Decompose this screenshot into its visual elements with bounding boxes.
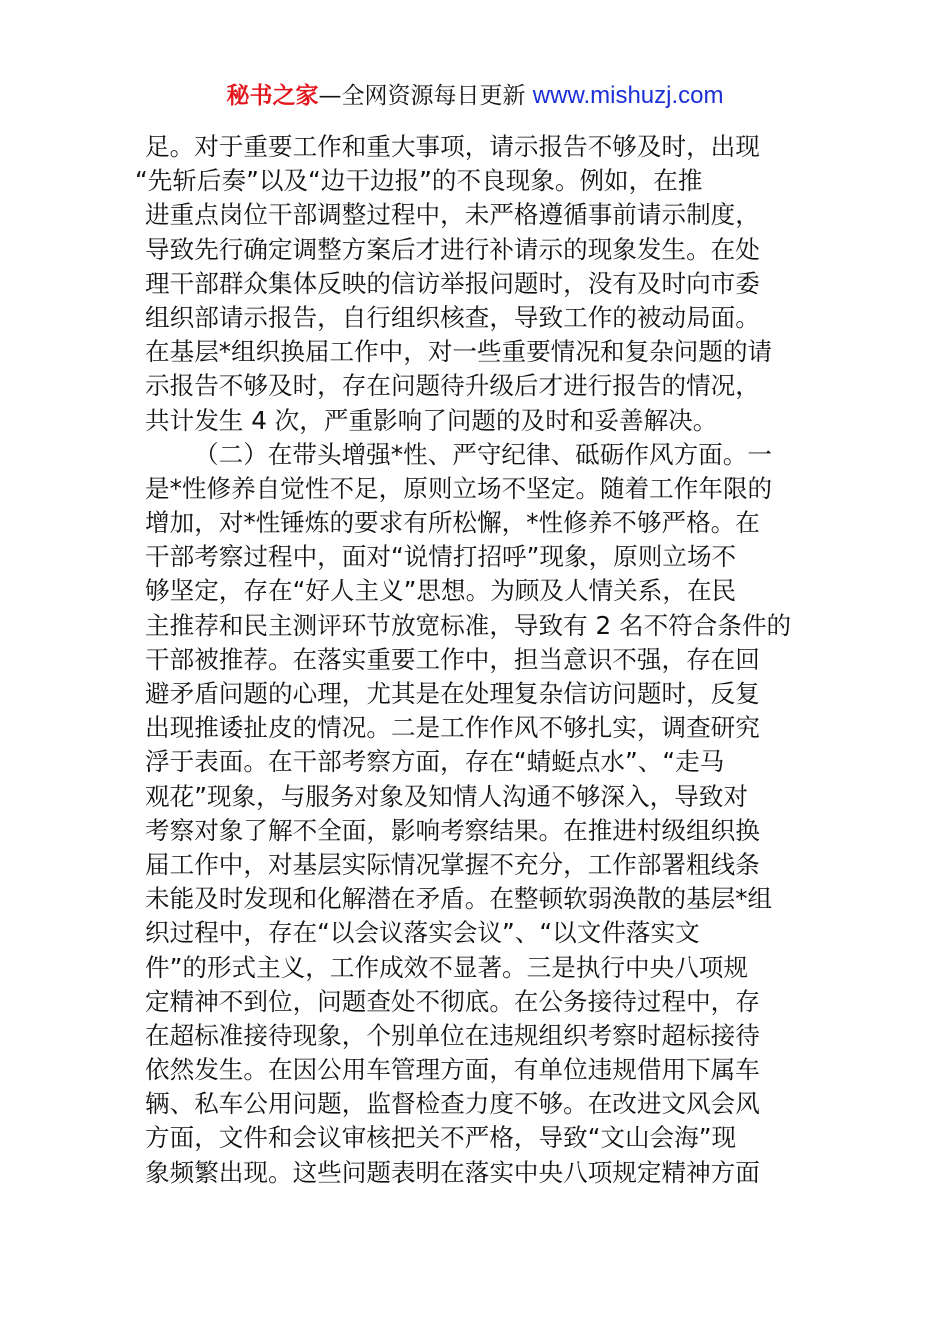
text-line: 依然发生。在因公用车管理方面，有单位违规借用下属车: [145, 1055, 760, 1085]
brand-name: 秘书之家: [226, 83, 319, 109]
text-line: 浮于表面。在干部考察方面，存在“蜻蜓点水”、“走马: [145, 747, 725, 777]
text-line: 届工作中，对基层实际情况掌握不充分，工作部署粗线条: [145, 849, 760, 879]
text-line: 方面，文件和会议审核把关不严格，导致“文山会海”现: [145, 1123, 737, 1153]
text-line: 干部被推荐。在落实重要工作中，担当意识不强，存在回: [145, 644, 760, 674]
site-header: [0, 80, 950, 112]
text-line: “先斩后奏”以及“边干边报”的不良现象。例如，在推: [135, 166, 703, 196]
text-line: 干部考察过程中，面对“说情打招呼”现象，原则立场不: [145, 542, 737, 572]
text-line: 组织部请示报告，自行组织核查，导致工作的被动局面。: [145, 302, 760, 332]
text-line: 考察对象了解不全面，影响考察结果。在推进村级组织换: [145, 815, 760, 845]
text-line: 够坚定，存在“好人主义”思想。为顾及人情关系，在民: [145, 576, 737, 606]
text-line: 辆、私车公用问题，监督检查力度不够。在改进文风会风: [145, 1089, 760, 1119]
text-line: 是*性修养自觉性不足，原则立场不坚定。随着工作年限的: [145, 473, 773, 503]
text-line: 织过程中，存在“以会议落实会议”、“以文件落实文: [145, 918, 700, 948]
text-line: 未能及时发现和化解潜在矛盾。在整顿软弱涣散的基层*组: [145, 884, 773, 914]
text-line: 共计发生 4 次，严重影响了问题的及时和妥善解决。: [145, 405, 718, 435]
text-line: 件”的形式主义，工作成效不显著。三是执行中央八项规: [145, 952, 748, 982]
text-line: 导致先行确定调整方案后才进行补请示的现象发生。在处: [145, 234, 760, 264]
text-line: 增加，对*性锤炼的要求有所松懈，*性修养不够严格。在: [145, 508, 760, 538]
text-line: 在超标准接待现象，个别单位在违规组织考察时超标接待: [145, 1020, 760, 1050]
text-line: 主推荐和民主测评环节放宽标准，导致有 2 名不符合条件的: [145, 610, 792, 640]
text-line: （二）在带头增强*性、严守纪律、砥砺作风方面。一: [194, 439, 772, 469]
site-url-link[interactable]: www.mishuzj.com: [532, 82, 724, 109]
text-line: 进重点岗位干部调整过程中，未严格遵循事前请示制度，: [145, 200, 760, 230]
text-line: 避矛盾问题的心理，尤其是在处理复杂信访问题时，反复: [145, 679, 760, 708]
text-line: 足。对于重要工作和重大事项，请示报告不够及时，出现: [145, 132, 760, 161]
header-tagline: —全网资源每日更新: [318, 83, 526, 109]
text-line: 观花”现象，与服务对象及知情人沟通不够深入，导致对: [145, 781, 748, 811]
document-body: [135, 130, 815, 1190]
text-line: 示报告不够及时，存在问题待升级后才进行报告的情况，: [145, 371, 760, 401]
text-line: 理干部群众集体反映的信访举报问题时，没有及时向市委: [145, 268, 760, 298]
text-line: 出现推诿扯皮的情况。二是工作作风不够扎实，调查研究: [145, 713, 760, 743]
text-line: 象频繁出现。这些问题表明在落实中央八项规定精神方面: [145, 1157, 760, 1187]
text-line: 在基层*组织换届工作中，对一些重要情况和复杂问题的请: [145, 337, 773, 367]
text-line: 定精神不到位，问题查处不彻底。在公务接待过程中，存: [145, 986, 760, 1016]
